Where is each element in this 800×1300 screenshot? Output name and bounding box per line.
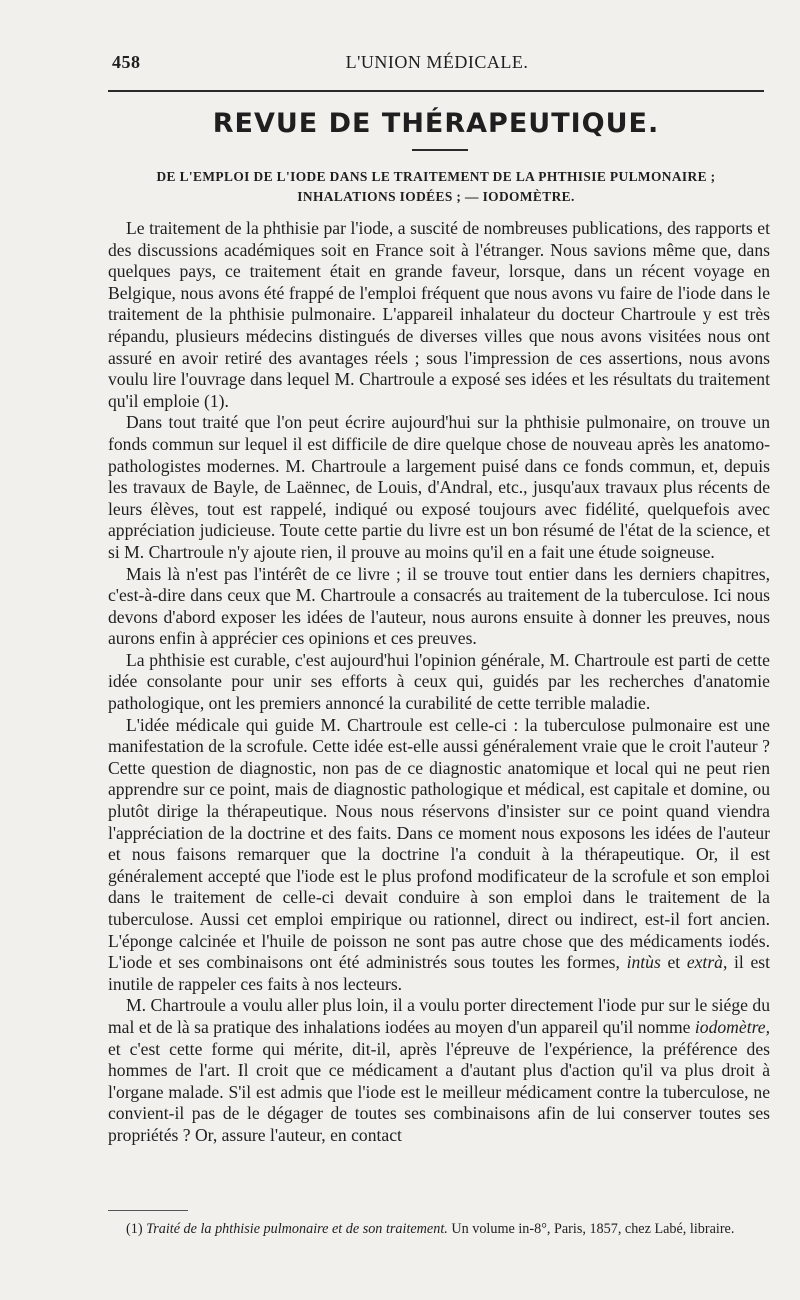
journal-title: L'UNION MÉDICALE. [345,52,529,72]
paragraph-2: Dans tout traité que l'on peut écrire aujourd'hui sur la phthisie pulmonaire, on trouve un fonds commun sur lequel il est difficile de dire quelque chose de nouveau après les anatomo-pathologistes modernes. M. Chartroule a largement puisé dans ce fonds commun, et, depuis les travaux de Bayle, de Laënnec, de Louis, d'Andral, etc., jusqu'aux travaux plus récents de leurs élèves, tout est rappelé, indiqué ou exposé toujours avec fidélité, quelquefois avec appréciation judicieuse. Toute cette partie du livre est un bon résumé de l'état de la science, et si M. Chartroule n'y ajoute rien, il prouve au moins qu'il en a fait une étude soigneuse. [108,412,770,562]
paragraph-6 [108,995,770,1146]
article-body [108,218,770,1147]
page-number: 458 [112,52,141,72]
footnote-rule [108,1210,188,1211]
paragraph-5-italic-extra: extrà [686,952,723,973]
paragraph-1: Le traitement de la phthisie par l'iode, a suscité de nombreuses publications, des rapports et des discussions académiques soit en France soit à l'étranger. Nous savions même que, dans quelques pays, ce traitement était en grande faveur, lorsque, dans un récent voyage en Belgique, nous avons été frappé de l'emploi fréquent que nous avons vu faire de l'iode dans le traitement de la phthisie pulmonaire. L'appareil inhalateur du docteur Chartroule y est très répandu, plusieurs médecins distingués de diverses villes que nous avons visitées nous ont assuré en avoir retiré des avantages réels ; sous l'impression de ces assertions, nous avons voulu lire l'ouvrage dans lequel M. Chartroule a exposé ses idées et les résultats du traitement qu'il emploie (1). [108,218,770,411]
running-header [112,52,762,78]
title-rule [412,149,468,151]
section-title: REVUE DE THÉRAPEUTIQUE. [212,108,660,139]
header-rule [108,90,764,92]
footnote-book-title: Traité de la phthisie pulmonaire et de son traitement. [146,1221,448,1237]
paragraph-5-text-c: , il est inutile de rappeler ces faits à nos lecteurs. [108,952,770,994]
paragraph-6-text-a: M. Chartroule a voulu aller plus loin, il a voulu porter directement l'iode pur sur le siége du mal et de là sa pratique des inhalations iodées au moyen d'un appareil qu'il nomme [108,995,770,1037]
footnote [108,1220,770,1238]
paragraph-5-italic-intus: intùs [626,952,661,973]
paragraph-5-text-a: L'idée médicale qui guide M. Chartroule est celle-ci : la tuberculose pulmonaire est une manifestation de la scrofule. Cette idée est-elle aussi généralement vraie que le croit l'auteur ? Cette question de diagnostic, non pas de ce diagnostic anatomique et local qui ne peut rien apprendre sur ce point, mais de diagnostic pathologique et médical, est capitale et domine, ou plutôt dirige la thérapeutique. Nous nous réservons d'insister sur ce point quand viendra l'appréciation de la doctrine et des faits. Dans ce moment nous exposons les idées de l'auteur et nous faisons remarquer que la doctrine l'a conduit à la thérapeutique. Or, il est généralement accepté que l'iode est le plus profond modificateur de la scrofule et son emploi dans le traitement de celle-ci devait conduire à son emploi dans le traitement de la tuberculose. Aussi cet emploi empirique ou rationnel, direct ou indirect, est-il fort ancien. L'éponge calcinée et l'huile de poisson ne sont pas autre chose que des médicaments iodés. L'iode et ses combinaisons ont été administrés sous toutes les formes, [108,714,770,973]
subtitle-line-2: INHALATIONS IODÉES ; — IODOMÈTRE. [297,189,575,204]
subtitle-line-1: DE L'EMPLOI DE L'IODE DANS LE TRAITEMENT DE LA PHTHISIE PULMONAIRE ; [156,169,716,184]
footnote-marker: (1) [126,1221,143,1237]
paragraph-6-text-b: et c'est cette forme qui mérite, dit-il, après l'épreuve de l'expérience, la préférence des hommes de l'art. Il croit que ce médicament a d'autant plus d'action qu'il va plus droit à l'organe malade. S'il est admis que l'iode est le meilleur médicament contre la tuberculose, ne convient-il pas de le dégager de toutes ses combinaisons afin de lui conserver toutes ses propriétés ? Or, assure l'auteur, en contact [108,1038,770,1145]
paragraph-3: Mais là n'est pas l'intérêt de ce livre ; il se trouve tout entier dans les derniers chapitres, c'est-à-dire dans ceux que M. Chartroule a consacrés au traitement de la tuberculose. Ici nous devons d'abord exposer les idées de l'auteur, nous aurons ensuite à donner les preuves, nous aurons enfin à apprécier ces opinions et ces preuves. [108,563,770,649]
paragraph-4: La phthisie est curable, c'est aujourd'hui l'opinion générale, M. Chartroule est parti de cette idée consolante pour unir ses efforts à ceux qui, guidés par les recherches d'anatomie pathologique, ont les premiers annoncé la curabilité de cette terrible maladie. [108,649,770,714]
paragraph-6-italic-iodometre: iodomètre, [694,1016,770,1037]
footnote-publication: Un volume in-8°, Paris, 1857, chez Labé, libraire. [447,1221,735,1237]
paragraph-5 [108,715,770,996]
paragraph-5-text-b: et [660,952,687,973]
article-subtitle [108,167,764,207]
